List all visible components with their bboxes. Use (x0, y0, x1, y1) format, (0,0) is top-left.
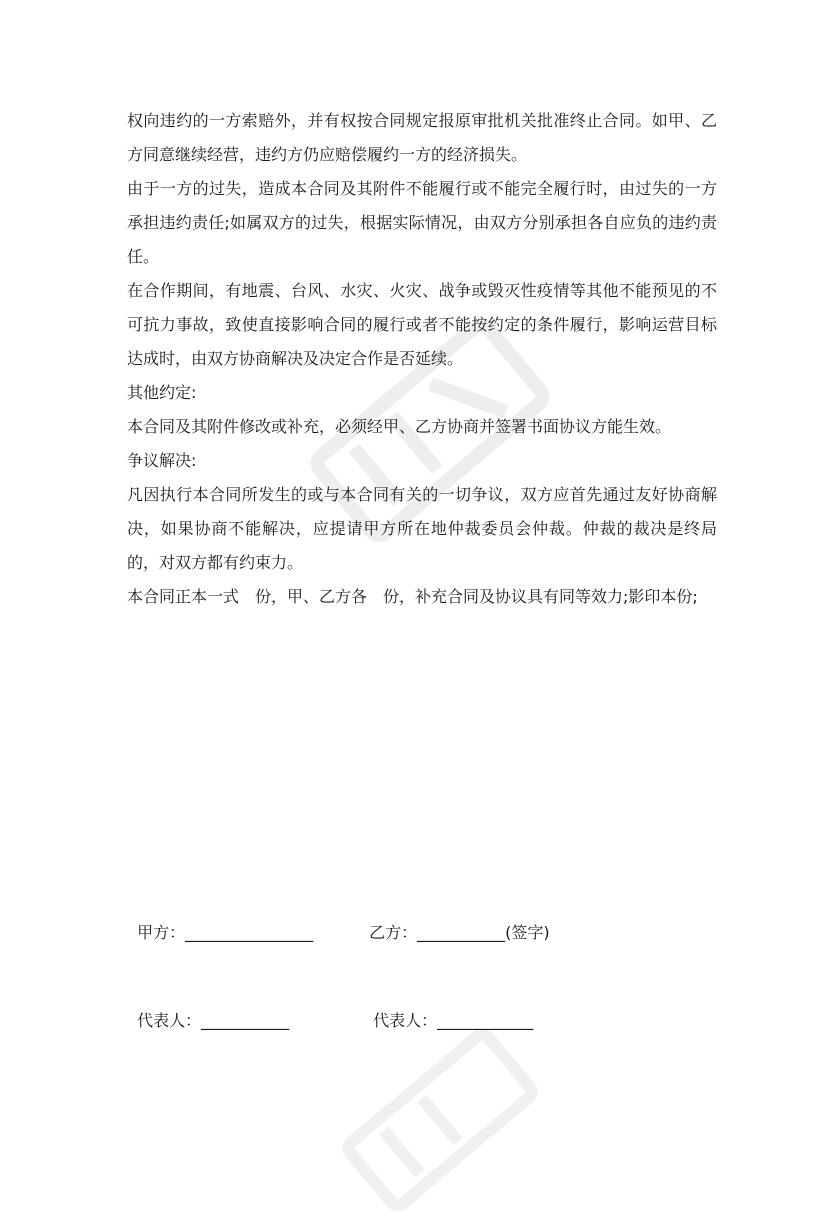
watermark-stamp-bottom (330, 1010, 550, 1230)
paragraph-amendments: 本合同及其附件修改或补充，必须经甲、乙方协商并签署书面协议方能生效。 (127, 417, 672, 436)
representative-b-line: 代表人：____________ (373, 1011, 534, 1030)
signature-row-parties (127, 897, 550, 945)
party-b-signature-line: 乙方：___________(签字) (369, 923, 550, 942)
paragraph-fault-liability: 由于一方的过失，造成本合同及其附件不能履行或不能完全履行时，由过失的一方承担违约责任;如属双方的过失，根据实际情况，由双方分别承担各自应负的违约责任。 (127, 179, 717, 266)
signature-row-representatives (127, 985, 533, 1033)
paragraph-force-majeure: 在合作期间，有地震、台风、水灾、火灾、战争或毁灭性疫情等其他不能预见的不可抗力事故，致使直接影响合同的履行或者不能按约定的条件履行，影响运营目标达成时，由双方协商解决及决定合作是否延续。 (127, 281, 717, 368)
party-a-signature-line: 甲方：________________ (137, 923, 314, 942)
paragraph-arbitration: 凡因执行本合同所发生的或与本合同有关的一切争议，双方应首先通过友好协商解决，如果协商不能解决，应提请甲方所在地仲裁委员会仲裁。仲裁的裁决是终局的，对双方都有约束力。 (127, 485, 717, 572)
paragraph-copies: 本合同正本一式 份，甲、乙方各 份，补充合同及协议具有同等效力;影印本份; (127, 587, 698, 606)
document-body (127, 104, 717, 614)
paragraph-breach-compensation: 权向违约的一方索赔外，并有权按合同规定报原审批机关批准终止合同。如甲、乙方同意继续经营，违约方仍应赔偿履约一方的经济损失。 (127, 111, 717, 164)
representative-a-line: 代表人：___________ (137, 1011, 290, 1030)
heading-other-agreements: 其他约定: (127, 383, 197, 402)
heading-dispute-resolution: 争议解决: (127, 451, 197, 470)
